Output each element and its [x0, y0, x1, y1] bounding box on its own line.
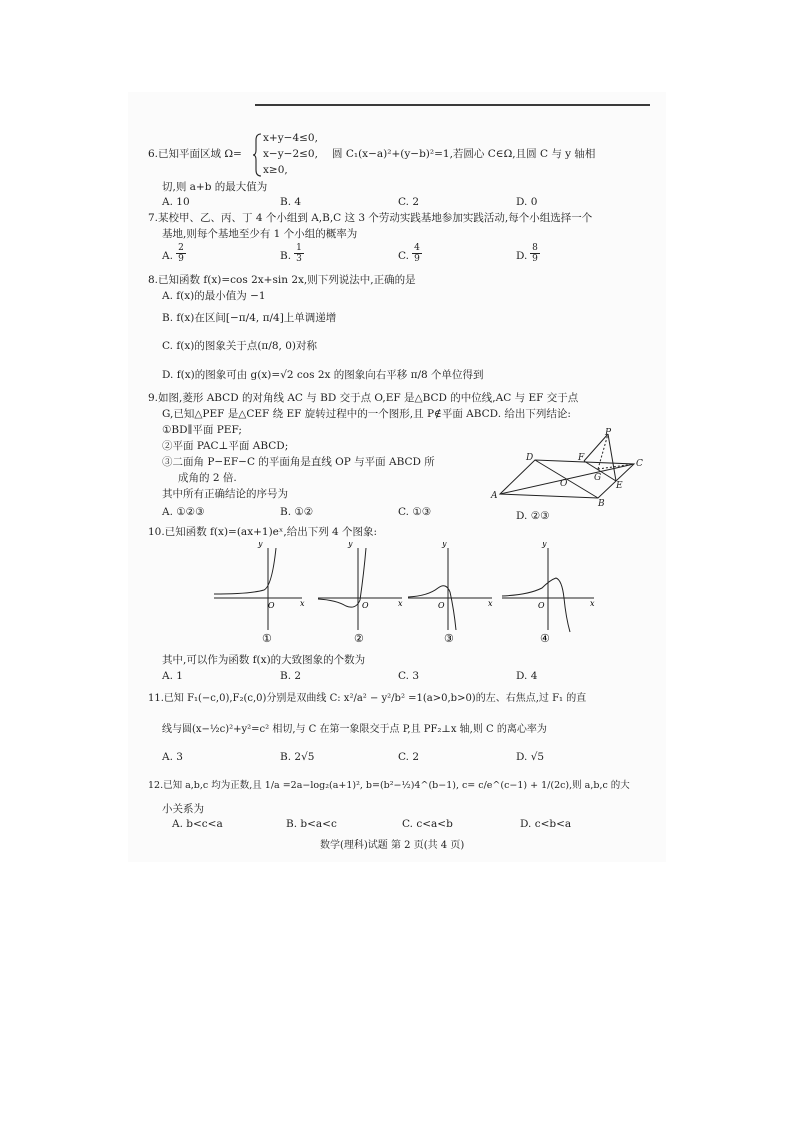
q8-stem: 8.已知函数 f(x)=cos 2x+sin 2x,则下列说法中,正确的是: [148, 274, 416, 286]
q9-rhombus-figure: [488, 428, 648, 506]
q12-stem-line2: 小关系为: [162, 803, 204, 815]
q9-option-a: A. ①②③: [162, 506, 205, 518]
q7-option-b-fraction: $\frac{1}{3}$: [294, 243, 304, 264]
q6-option-d: D. 0: [516, 196, 538, 208]
q8-option-d: D. f(x)的图象可由 g(x)=√2 cos 2x 的图象向右平移 π/8 个单位得到: [162, 369, 484, 381]
q10-stem: 10.已知函数 f(x)=(ax+1)eˣ,给出下列 4 个图象:: [148, 526, 378, 538]
q10-graph-3-x-label: x: [488, 599, 493, 608]
q9-conclusion-3-cont: 成角的 2 倍.: [178, 472, 237, 484]
q10-graph-3: [404, 542, 496, 646]
q12-stem: 12.已知 a,b,c 均为正数,且 1/a =2a−log₂(a+1)², b=(b²−½)4^(b−1), c= c/e^(c−1) + 1/(2c),则 a,b,c 的大: [148, 780, 630, 791]
q7-option-d: D.: [516, 250, 528, 262]
q6-system-row-2: x−y−2≤0,: [263, 148, 318, 160]
q10-graph-1: [210, 542, 306, 646]
q10-graph-3-number: ③: [444, 632, 454, 645]
q10-option-a: A. 1: [162, 670, 183, 682]
q6-system-row-3: x≥0,: [263, 164, 288, 176]
q10-graph-1-origin: O: [268, 601, 275, 610]
q10-graph-4-y-label: y: [542, 542, 547, 548]
q12-option-a: A. b<c<a: [172, 818, 223, 830]
q6-brace: [253, 132, 263, 178]
q10-graph-2-y-label: y: [348, 542, 353, 548]
q12-option-d: D. c<b<a: [520, 818, 572, 830]
q11-option-c: C. 2: [398, 751, 420, 763]
q6-option-b: B. 4: [280, 196, 302, 208]
page-footer: 数学(理科)试题 第 2 页(共 4 页): [320, 840, 465, 851]
q10-graph-4: [498, 542, 598, 646]
q9-stem: 9.如图,菱形 ABCD 的对角线 AC 与 BD 交于点 O,EF 是△BCD 的中位线,AC 与 EF 交于点: [148, 392, 579, 404]
q9-label-p: P: [605, 428, 612, 438]
q9-option-b: B. ①②: [280, 506, 314, 518]
q10-option-d: D. 4: [516, 670, 538, 682]
q8-option-b: B. f(x)在区间[−π/4, π/4]上单调递增: [162, 312, 337, 324]
q10-graph-2-x-label: x: [398, 599, 403, 608]
q9-label-g: G: [594, 473, 602, 483]
q9-conclusion-3: ③二面角 P−EF−C 的平面角是直线 OP 与平面 ABCD 所: [162, 456, 435, 468]
header-rule: [255, 104, 650, 106]
q10-graph-1-number: ①: [262, 632, 272, 645]
q7-option-c-fraction: $\frac{4}{9}$: [412, 243, 422, 264]
q10-question: 其中,可以作为函数 f(x)的大致图象的个数为: [162, 654, 366, 666]
q7-stem: 7.某校甲、乙、丙、丁 4 个小组到 A,B,C 这 3 个劳动实践基地参加实践活动,每个小组选择一个: [148, 212, 593, 224]
q11-option-d: D. √5: [516, 751, 545, 763]
q8-option-c: C. f(x)的图象关于点(π/8, 0)对称: [162, 340, 318, 352]
q6-stem-line2: 切,则 a+b 的最大值为: [162, 181, 268, 193]
q9-conclusion-2: ②平面 PAC⊥平面 ABCD;: [162, 440, 289, 452]
q9-label-e: E: [616, 481, 623, 491]
q10-graph-2: [314, 542, 406, 646]
q12-option-c: C. c<a<b: [402, 818, 453, 830]
q11-stem: 11.已知 F₁(−c,0),F₂(c,0)分别是双曲线 C: x²/a² − y²/b² =1(a>0,b>0)的左、右焦点,过 F₁ 的直: [148, 693, 587, 704]
q9-label-d: D: [526, 453, 534, 463]
q10-graph-3-y-label: y: [442, 542, 447, 548]
q10-graph-2-origin: O: [362, 601, 369, 610]
q9-label-a: A: [491, 491, 498, 501]
q10-graph-4-origin: O: [538, 601, 545, 610]
q6-lead: 6.已知平面区域 Ω=: [148, 148, 242, 160]
q10-graph-2-number: ②: [354, 632, 364, 645]
q10-graph-4-x-label: x: [590, 599, 595, 608]
q9-label-c: C: [636, 459, 643, 469]
q6-system-row-1: x+y−4≤0,: [263, 132, 318, 144]
q9-label-o: O: [560, 479, 568, 489]
q9-label-b: B: [598, 499, 605, 506]
q6-stem: 圆 C₁(x−a)²+(y−b)²=1,若圆心 C∈Ω,且圆 C 与 y 轴相: [332, 148, 596, 160]
q11-stem-line2: 线与圆(x−½c)²+y²=c² 相切,与 C 在第一象限交于点 P,且 PF₂⊥x 轴,则 C 的离心率为: [162, 724, 547, 735]
q10-graph-1-x-label: x: [300, 599, 305, 608]
q10-option-b: B. 2: [280, 670, 302, 682]
q10-graph-4-number: ④: [540, 632, 550, 645]
q11-option-a: A. 3: [162, 751, 183, 763]
q7-stem-line2: 基地,则每个基地至少有 1 个小组的概率为: [162, 228, 358, 240]
q7-option-a-fraction: $\frac{2}{9}$: [176, 243, 186, 264]
q9-question: 其中所有正确结论的序号为: [162, 488, 288, 500]
q9-conclusion-1: ①BD∥平面 PEF;: [162, 424, 242, 436]
q7-option-c: C.: [398, 250, 409, 262]
q10-graph-1-y-label: y: [258, 542, 263, 548]
q9-stem-line2: G,已知△PEF 是△CEF 绕 EF 旋转过程中的一个图形,且 P∉平面 ABCD. 给出下列结论:: [162, 408, 571, 420]
q10-option-c: C. 3: [398, 670, 420, 682]
q11-option-b: B. 2√5: [280, 751, 315, 763]
q9-option-d: D. ②③: [516, 510, 550, 522]
q10-graph-3-origin: O: [438, 601, 445, 610]
q12-option-b: B. b<a<c: [286, 818, 337, 830]
q9-option-c: C. ①③: [398, 506, 432, 518]
q7-option-a: A.: [162, 250, 173, 262]
q6-option-a: A. 10: [162, 196, 190, 208]
q7-option-d-fraction: $\frac{8}{9}$: [530, 243, 540, 264]
q8-option-a: A. f(x)的最小值为 −1: [162, 290, 266, 302]
q6-option-c: C. 2: [398, 196, 420, 208]
q9-label-f: F: [578, 453, 585, 463]
q7-option-b: B.: [280, 250, 292, 262]
